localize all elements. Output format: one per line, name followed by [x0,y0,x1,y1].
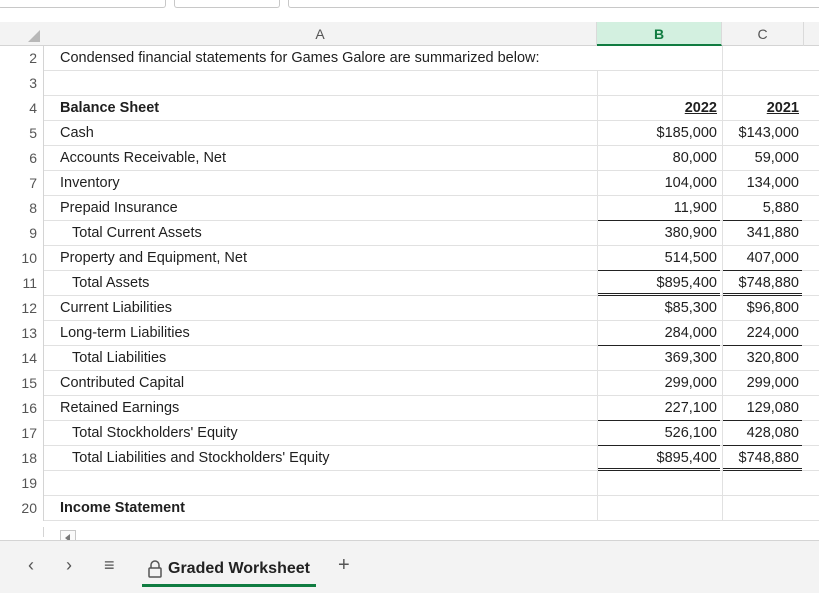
gridline [722,246,723,271]
table-row [0,171,819,196]
cell-c7[interactable]: 134,000 [746,175,799,191]
cell-c4[interactable] [722,96,802,121]
cell-b17[interactable]: 526,100 [597,421,720,446]
gridline [722,446,723,471]
gridline [597,96,598,121]
table-row [0,196,819,221]
gridline [722,471,723,496]
cell-b8[interactable]: 11,900 [597,196,720,221]
table-row [0,271,819,296]
cell-c11[interactable]: $748,880 [722,271,802,296]
cell-a10[interactable]: Property and Equipment, Net [60,250,247,266]
gridline [597,146,598,171]
gridline [722,496,723,521]
cell-c15[interactable]: 299,000 [746,375,799,391]
gridline [722,421,723,446]
gridline [722,46,723,71]
row-number[interactable]: 15 [0,371,44,396]
table-row [0,471,819,496]
row-number[interactable]: 16 [0,396,44,421]
select-all-triangle-icon [28,30,40,42]
gridline [722,71,723,96]
gridline [597,221,598,246]
table-row [0,321,819,346]
cell-b14[interactable]: 369,300 [664,350,717,366]
sheet-tab-bar [0,540,819,593]
row-number[interactable]: 3 [0,71,44,96]
table-row [0,96,819,121]
row-number[interactable]: 8 [0,196,44,221]
cell-a20[interactable]: Income Statement [60,500,185,516]
row-number[interactable]: 11 [0,271,44,296]
cell-a13[interactable]: Long-term Liabilities [60,325,190,341]
row-number[interactable]: 6 [0,146,44,171]
partial-row-21 [0,527,819,537]
row-number-partial [0,527,44,537]
cell-b15[interactable]: 299,000 [664,375,717,391]
gridline [597,296,598,321]
name-box[interactable] [0,0,166,8]
gridline [722,271,723,296]
gridline [597,421,598,446]
cell-a14[interactable]: Total Liabilities [72,350,167,366]
cell-c8[interactable]: 5,880 [722,196,802,221]
table-row [0,221,819,246]
cell-a4[interactable]: Balance Sheet [60,100,160,116]
gridline [722,146,723,171]
gridline [597,471,598,496]
formula-bar-strip [0,0,819,18]
table-row [0,496,819,521]
cell-b13[interactable]: 284,000 [597,321,720,346]
cell-a7[interactable]: Inventory [60,175,120,191]
select-all-corner[interactable] [0,22,44,46]
year-2021-label: 2021 [766,100,799,116]
table-row [0,296,819,321]
plus-icon[interactable]: + [338,554,350,576]
cell-b6[interactable]: 80,000 [672,150,717,166]
gridline [722,321,723,346]
cell-b11[interactable]: $895,400 [597,271,720,296]
table-row [0,121,819,146]
chevron-left-icon[interactable]: ‹ [28,555,34,575]
gridline [597,371,598,396]
column-header-a[interactable]: A [44,22,597,46]
cell-b9[interactable]: 380,900 [664,225,717,241]
row-number[interactable]: 20 [0,496,44,521]
cell-b5[interactable]: $185,000 [656,125,717,141]
sheet-tab-graded-worksheet[interactable] [142,557,316,587]
gridline [722,196,723,221]
row-number[interactable]: 9 [0,221,44,246]
year-2022-label: 2022 [684,100,717,116]
cell-a8[interactable]: Prepaid Insurance [60,200,178,216]
table-row [0,246,819,271]
table-row [0,371,819,396]
column-header-b[interactable]: B [597,22,722,46]
cell-b16[interactable]: 227,100 [597,396,720,421]
cell-c6[interactable]: 59,000 [754,150,799,166]
gridline [722,96,723,121]
row-number[interactable]: 14 [0,346,44,371]
cell-a12[interactable]: Current Liabilities [60,300,173,316]
table-row [0,421,819,446]
row-number[interactable]: 10 [0,246,44,271]
cell-c5[interactable]: $143,000 [738,125,799,141]
formula-controls [174,0,280,8]
row-number[interactable]: 18 [0,446,44,471]
gridline [722,346,723,371]
cell-b10[interactable]: 514,500 [597,246,720,271]
cell-c16[interactable]: 129,080 [722,396,802,421]
row-number[interactable]: 17 [0,421,44,446]
cell-b7[interactable]: 104,000 [664,175,717,191]
formula-input[interactable] [288,0,819,8]
table-row [0,46,819,71]
cell-a9[interactable]: Total Current Assets [72,225,202,241]
gridline [722,121,723,146]
cell-c17[interactable]: 428,080 [722,421,802,446]
gridline [597,446,598,471]
table-row [0,146,819,171]
gridline [722,296,723,321]
gridline [597,171,598,196]
cell-b12[interactable]: $85,300 [664,300,717,316]
row-number[interactable]: 2 [0,46,44,71]
row-number[interactable]: 4 [0,96,44,121]
column-header-row [0,22,819,46]
column-header-c[interactable]: C [722,22,804,46]
gridline [722,221,723,246]
lock-icon [148,560,162,578]
gridline [722,371,723,396]
gridline [597,346,598,371]
cell-b18[interactable]: $895,400 [597,446,720,471]
cell-a2[interactable]: Condensed financial statements for Games Galore are summarized below: [60,50,540,66]
gridline [597,496,598,521]
cell-a18[interactable]: Total Liabilities and Stockholders' Equity [72,450,330,466]
cell-a11[interactable]: Total Assets [72,275,150,291]
cell-a17[interactable]: Total Stockholders' Equity [72,425,238,441]
sheet-tab-label: Graded Worksheet [168,560,310,577]
cell-a5[interactable]: Cash [60,125,94,141]
cell-c9[interactable]: 341,880 [746,225,799,241]
gridline [597,321,598,346]
gridline [722,396,723,421]
row-number[interactable]: 19 [0,471,44,496]
cell-c13[interactable]: 224,000 [722,321,802,346]
row-number[interactable]: 13 [0,321,44,346]
cell-b4[interactable] [597,96,720,121]
row-number[interactable]: 7 [0,171,44,196]
gridline [597,121,598,146]
gridline [597,71,598,96]
gridline [597,196,598,221]
row-number[interactable]: 5 [0,121,44,146]
chevron-right-icon[interactable]: › [66,555,72,575]
table-row [0,71,819,96]
cell-c14[interactable]: 320,800 [746,350,799,366]
gridline [597,246,598,271]
gridline [597,271,598,296]
table-row [0,446,819,471]
hamburger-icon[interactable]: ≡ [104,555,115,575]
gridline [722,171,723,196]
cell-c18[interactable]: $748,880 [722,446,802,471]
gridline [597,396,598,421]
table-row [0,396,819,421]
row-number[interactable]: 12 [0,296,44,321]
cell-a16[interactable]: Retained Earnings [60,400,180,416]
cell-a15[interactable]: Contributed Capital [60,375,185,391]
cell-a6[interactable]: Accounts Receivable, Net [60,150,227,166]
cell-c10[interactable]: 407,000 [722,246,802,271]
table-row [0,346,819,371]
cell-c12[interactable]: $96,800 [746,300,799,316]
